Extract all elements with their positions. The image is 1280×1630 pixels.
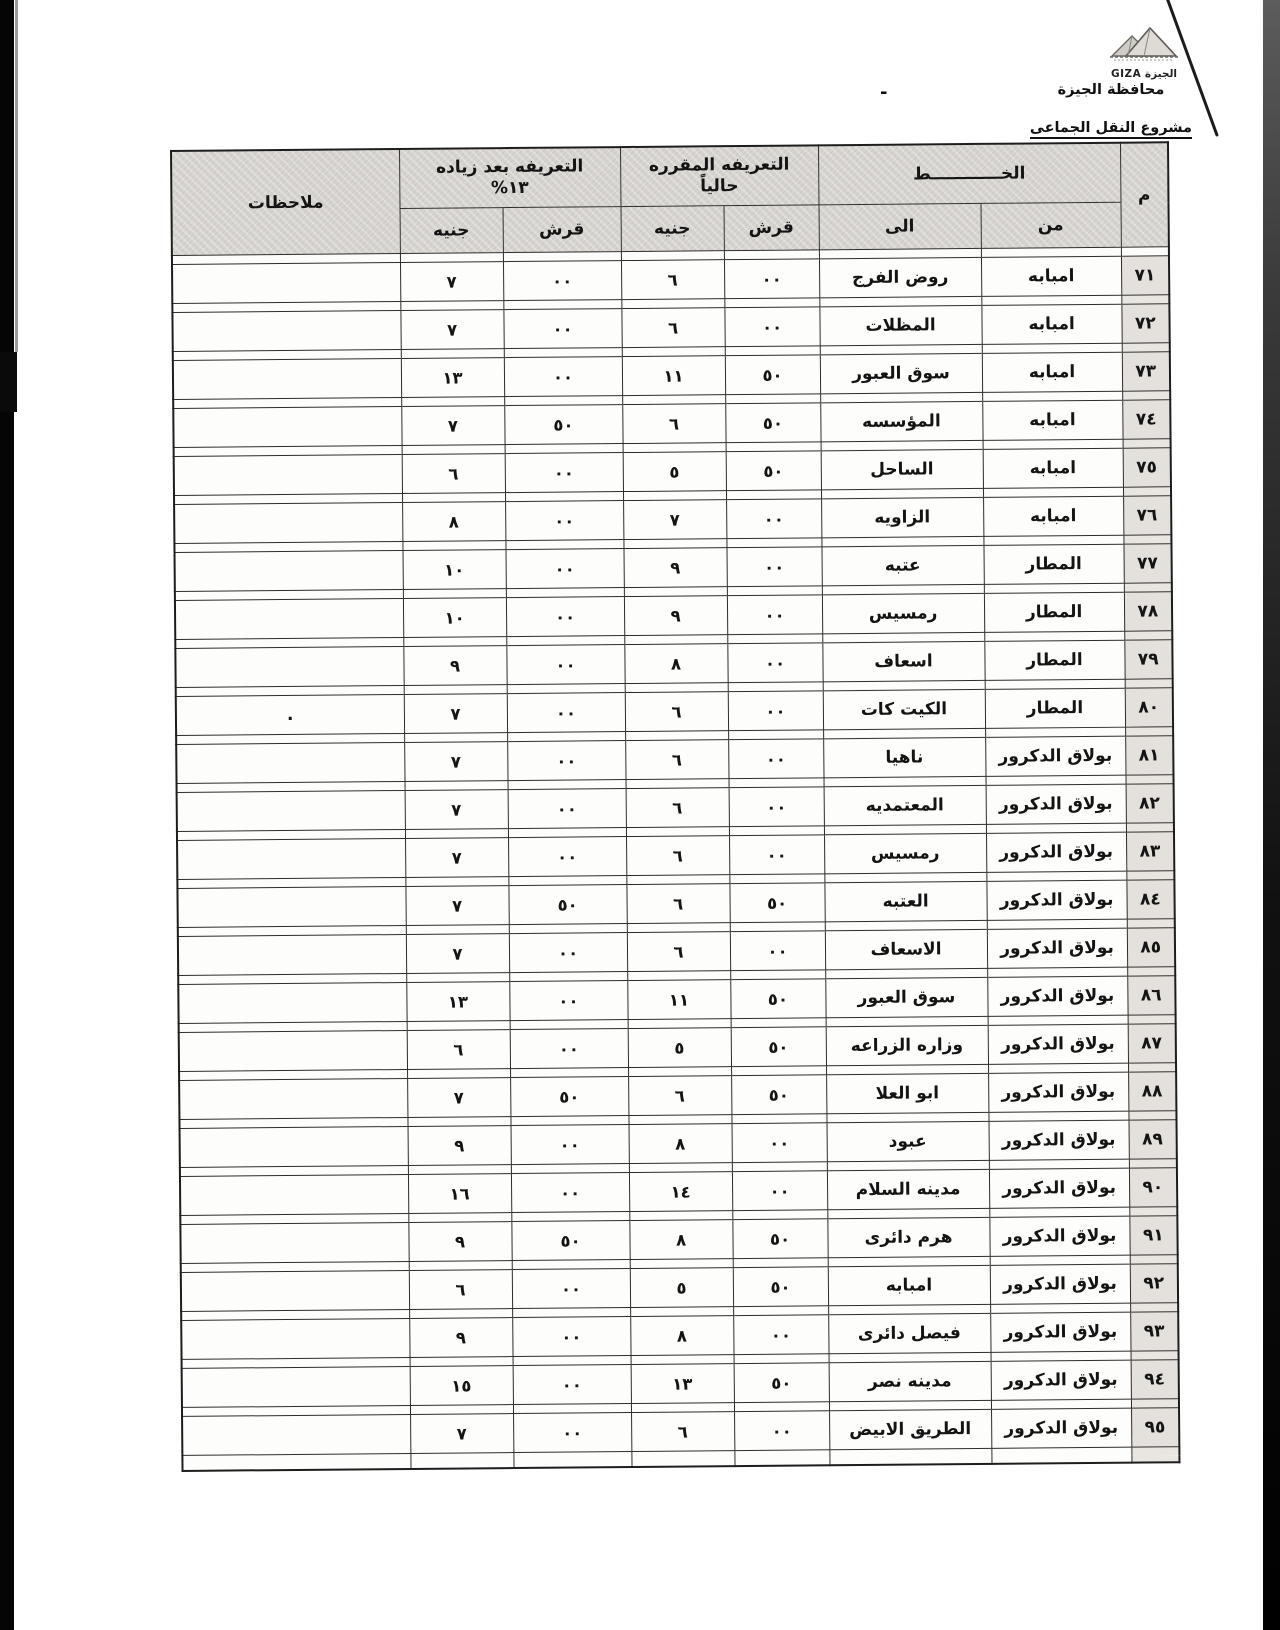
to-cell: سوق العبور: [825, 977, 987, 1017]
current-genih-cell: ٩: [624, 596, 727, 636]
from-cell: امبابه: [981, 304, 1121, 344]
row-number-cell: ٩٠: [1129, 1168, 1177, 1207]
fare-table: [170, 141, 1181, 1472]
notes-cell: [179, 1078, 407, 1119]
from-cell: امبابه: [981, 256, 1121, 296]
notes-cell: [177, 886, 405, 927]
to-cell: الكيت كات: [823, 689, 985, 729]
logo-pyramids-icon: [1106, 20, 1182, 66]
row-number-cell: ٧٦: [1123, 496, 1171, 535]
increased-qirsh-cell: ٠٠: [505, 453, 623, 493]
notes-cell: [182, 1366, 410, 1407]
from-cell: المطار: [984, 592, 1124, 632]
to-cell: مدينه نصر: [829, 1361, 991, 1401]
from-cell: بولاق الدكرور: [989, 1216, 1129, 1256]
current-genih-cell: ٨: [629, 1124, 732, 1164]
notes-cell: [181, 1318, 409, 1359]
table-header: [171, 142, 1169, 264]
increased-qirsh-cell: ٠٠: [512, 1317, 630, 1357]
current-genih-cell: ١١: [627, 980, 730, 1020]
header-line-group: الخــــــــــــط: [818, 143, 1121, 205]
row-number-cell: ٨٢: [1126, 784, 1174, 823]
row-number-cell: ٧٥: [1123, 448, 1171, 487]
increased-qirsh-cell: ٠٠: [503, 261, 621, 301]
to-cell: امبابه: [828, 1265, 990, 1305]
current-genih-cell: ٩: [624, 548, 727, 588]
increased-qirsh-cell: ٠٠: [507, 741, 625, 781]
increased-genih-cell: ١٣: [406, 982, 509, 1022]
increased-genih-cell: ٧: [410, 1414, 513, 1454]
header-current-group: [620, 145, 819, 206]
notes-cell: [178, 934, 406, 975]
from-cell: بولاق الدكرور: [988, 1072, 1128, 1112]
increased-qirsh-cell: ٥٠: [511, 1221, 629, 1261]
current-qirsh-cell: ٠٠: [732, 1171, 827, 1211]
notes-cell: [173, 406, 401, 447]
increased-qirsh-cell: ٠٠: [506, 645, 624, 685]
from-cell: بولاق الدكرور: [990, 1312, 1130, 1352]
increased-genih-cell: ١٦: [408, 1174, 511, 1214]
from-cell: بولاق الدكرور: [989, 1168, 1129, 1208]
scan-edge-left-band: [0, 0, 14, 1630]
current-qirsh-cell: ٥٠: [733, 1267, 828, 1307]
from-cell: بولاق الدكرور: [988, 1024, 1128, 1064]
current-genih-cell: ٦: [627, 932, 730, 972]
from-cell: امبابه: [983, 448, 1123, 488]
increased-qirsh-cell: ٠٠: [513, 1413, 631, 1453]
current-qirsh-cell: ٥٠: [734, 1363, 829, 1403]
fare-table-wrapper: [170, 141, 1181, 1472]
row-number-cell: ٧٨: [1124, 592, 1172, 631]
from-cell: بولاق الدكرور: [985, 736, 1125, 776]
notes-cell: [175, 598, 403, 639]
current-genih-cell: ٦: [621, 260, 724, 300]
header-increased-line1: التعريفه بعد زياده: [435, 156, 584, 178]
current-qirsh-cell: ٠٠: [728, 691, 823, 731]
header-current-line1: التعريفه المقرره: [648, 154, 790, 176]
current-genih-cell: ٨: [630, 1316, 733, 1356]
letterhead: [1030, 82, 1192, 139]
scan-edge-left-widen: [0, 352, 17, 412]
current-genih-cell: ٨: [629, 1220, 732, 1260]
current-genih-cell: ٦: [626, 836, 729, 876]
from-cell: بولاق الدكرور: [987, 928, 1127, 968]
to-cell: العتبه: [824, 881, 986, 921]
row-number-cell: ٧٤: [1122, 400, 1170, 439]
current-qirsh-cell: ٠٠: [727, 547, 822, 587]
increased-genih-cell: ٩: [408, 1126, 511, 1166]
notes-cell: [173, 358, 401, 399]
increased-qirsh-cell: ٠٠: [506, 549, 624, 589]
row-number-cell: ٧٩: [1124, 640, 1172, 679]
current-qirsh-cell: ٠٠: [732, 1123, 827, 1163]
increased-qirsh-cell: ٠٠: [505, 501, 623, 541]
current-qirsh-cell: ٠٠: [730, 931, 825, 971]
to-cell: الزاويه: [821, 497, 983, 537]
increased-genih-cell: ١٠: [403, 598, 506, 638]
current-genih-cell: ٥: [628, 1028, 731, 1068]
header-notes: ملاحظات: [171, 149, 400, 255]
current-genih-cell: ١١: [622, 356, 725, 396]
row-number-cell: ٨٠: [1125, 688, 1173, 727]
from-cell: بولاق الدكرور: [991, 1408, 1131, 1448]
row-number-cell: ٩٣: [1130, 1312, 1178, 1351]
to-cell: رمسيس: [824, 833, 986, 873]
notes-cell: .: [176, 694, 404, 735]
increased-qirsh-cell: ٠٠: [503, 309, 621, 349]
increased-genih-cell: ٧: [405, 886, 508, 926]
current-genih-cell: ٦: [626, 884, 729, 924]
to-cell: الطريق الابيض: [829, 1409, 991, 1449]
increased-genih-cell: ٦: [402, 454, 505, 494]
increased-qirsh-cell: ٠٠: [511, 1125, 629, 1165]
current-qirsh-cell: ٥٠: [726, 451, 821, 491]
from-cell: المطار: [984, 640, 1124, 680]
row-number-cell: ٩٤: [1131, 1360, 1179, 1399]
to-cell: المظلات: [819, 305, 981, 345]
increased-qirsh-cell: ٠٠: [507, 693, 625, 733]
current-qirsh-cell: ٥٠: [731, 1075, 826, 1115]
from-cell: امبابه: [983, 496, 1123, 536]
increased-qirsh-cell: ٠٠: [504, 357, 622, 397]
increased-genih-cell: ٧: [404, 694, 507, 734]
current-qirsh-cell: ٠٠: [727, 643, 822, 683]
increased-qirsh-cell: ٠٠: [509, 981, 627, 1021]
increased-qirsh-cell: ٥٠: [504, 405, 622, 445]
increased-qirsh-cell: ٠٠: [510, 1029, 628, 1069]
row-number-cell: ٧٣: [1122, 352, 1170, 391]
increased-genih-cell: ٧: [405, 838, 508, 878]
notes-cell: [180, 1174, 408, 1215]
notes-cell: [181, 1270, 409, 1311]
current-qirsh-cell: ٥٠: [730, 979, 825, 1019]
increased-genih-cell: ٦: [407, 1030, 510, 1070]
to-cell: عتبه: [822, 545, 984, 585]
increased-genih-cell: ٨: [402, 502, 505, 542]
header-increased-group: [399, 147, 621, 208]
from-cell: امبابه: [982, 352, 1122, 392]
current-genih-cell: ١٣: [631, 1364, 734, 1404]
notes-cell: [174, 454, 402, 495]
to-cell: المعتمديه: [824, 785, 986, 825]
row-number-cell: ٩١: [1129, 1216, 1177, 1255]
increased-genih-cell: ٧: [407, 1078, 510, 1118]
notes-cell: [179, 1030, 407, 1071]
current-genih-cell: ٦: [625, 692, 728, 732]
from-cell: المطار: [984, 544, 1124, 584]
current-qirsh-cell: ٠٠: [729, 835, 824, 875]
to-cell: المؤسسه: [820, 401, 982, 441]
current-qirsh-cell: ٠٠: [724, 259, 819, 299]
row-number-cell: ٨٧: [1128, 1024, 1176, 1063]
current-genih-cell: ٦: [625, 740, 728, 780]
header-current-line2: حالياً: [700, 176, 739, 197]
current-qirsh-cell: ٠٠: [726, 499, 821, 539]
increased-qirsh-cell: ٥٠: [510, 1077, 628, 1117]
notes-cell: [177, 838, 405, 879]
current-genih-cell: ٦: [621, 308, 724, 348]
header-increased-qirsh: قرش: [503, 207, 621, 253]
increased-genih-cell: ٧: [405, 790, 508, 830]
notes-cell: [180, 1126, 408, 1167]
row-number-cell: ٨٥: [1127, 928, 1175, 967]
row-number-cell: ٨٤: [1126, 880, 1174, 919]
logo-caption: الجيزة GIZA: [1110, 68, 1178, 80]
page-dash-mark: -: [880, 82, 888, 103]
increased-genih-cell: ١٠: [403, 550, 506, 590]
increased-qirsh-cell: ٠٠: [512, 1269, 630, 1309]
notes-cell: [172, 310, 400, 351]
row-number-cell: ٨٣: [1126, 832, 1174, 871]
to-cell: اسعاف: [822, 641, 984, 681]
increased-genih-cell: ١٥: [410, 1366, 513, 1406]
increased-genih-cell: ٩: [409, 1318, 512, 1358]
from-cell: بولاق الدكرور: [986, 832, 1126, 872]
increased-qirsh-cell: ٥٠: [508, 885, 626, 925]
to-cell: عبود: [827, 1121, 989, 1161]
to-cell: ناهيا: [823, 737, 985, 777]
header-increased-genih: جنيه: [400, 208, 503, 254]
scan-edge-right-band: [1263, 0, 1280, 1630]
to-cell: الاسعاف: [825, 929, 987, 969]
notes-cell: [174, 502, 402, 543]
increased-genih-cell: ٩: [408, 1222, 511, 1262]
from-cell: بولاق الدكرور: [986, 784, 1126, 824]
header-no: م: [1120, 142, 1169, 247]
increased-qirsh-cell: ٠٠: [508, 789, 626, 829]
current-qirsh-cell: ٥٠: [729, 883, 824, 923]
row-number-cell: ٨٦: [1127, 976, 1175, 1015]
to-cell: فيصل دائرى: [828, 1313, 990, 1353]
increased-genih-cell: ٧: [400, 310, 503, 350]
notes-cell: [178, 982, 406, 1023]
current-genih-cell: ٥: [630, 1268, 733, 1308]
increased-genih-cell: ٧: [400, 262, 503, 302]
increased-qirsh-cell: ٠٠: [511, 1173, 629, 1213]
row-number-cell: ٧٧: [1124, 544, 1172, 583]
from-cell: المطار: [985, 688, 1125, 728]
to-cell: وزاره الزراعه: [826, 1025, 988, 1065]
giza-logo: [1106, 20, 1182, 80]
current-qirsh-cell: ٠٠: [729, 787, 824, 827]
current-qirsh-cell: ٠٠: [727, 595, 822, 635]
header-to: الى: [819, 203, 981, 249]
notes-cell: [176, 742, 404, 783]
to-cell: ابو العلا: [826, 1073, 988, 1113]
notes-cell: [177, 790, 405, 831]
from-cell: امبابه: [982, 400, 1122, 440]
scan-underpage-edge-line: [15, 0, 18, 352]
table-body: [172, 256, 1179, 1464]
from-cell: بولاق الدكرور: [990, 1264, 1130, 1304]
to-cell: سوق العبور: [820, 353, 982, 393]
to-cell: روض الفرج: [819, 257, 981, 297]
increased-genih-cell: ٩: [403, 646, 506, 686]
current-genih-cell: ٧: [623, 500, 726, 540]
from-cell: بولاق الدكرور: [986, 880, 1126, 920]
current-qirsh-cell: ٥٠: [725, 355, 820, 395]
row-number-cell: ٩٢: [1130, 1264, 1178, 1303]
from-cell: بولاق الدكرور: [987, 976, 1127, 1016]
current-genih-cell: ٨: [624, 644, 727, 684]
increased-qirsh-cell: ٠٠: [508, 837, 626, 877]
increased-qirsh-cell: ٠٠: [509, 933, 627, 973]
org-subtitle: مشروع النقل الجماعى: [1030, 120, 1192, 139]
increased-genih-cell: ٧: [404, 742, 507, 782]
row-number-cell: ٨٨: [1128, 1072, 1176, 1111]
notes-cell: [175, 646, 403, 687]
current-genih-cell: ٦: [626, 788, 729, 828]
to-cell: الساحل: [821, 449, 983, 489]
row-number-cell: ٧٢: [1121, 304, 1169, 343]
row-number-cell: ٨١: [1125, 736, 1173, 775]
to-cell: رمسيس: [822, 593, 984, 633]
current-genih-cell: ٥: [623, 452, 726, 492]
current-genih-cell: ١٤: [629, 1172, 732, 1212]
to-cell: هرم دائرى: [827, 1217, 989, 1257]
from-cell: بولاق الدكرور: [991, 1360, 1131, 1400]
current-qirsh-cell: ٥٠: [731, 1027, 826, 1067]
notes-cell: [172, 262, 400, 303]
current-genih-cell: ٦: [631, 1412, 734, 1452]
from-cell: بولاق الدكرور: [989, 1120, 1129, 1160]
header-increased-line2: ١٣%: [490, 177, 529, 199]
notes-cell: [182, 1414, 410, 1455]
notes-cell: [180, 1222, 408, 1263]
current-genih-cell: ٦: [622, 404, 725, 444]
current-qirsh-cell: ٠٠: [724, 307, 819, 347]
current-qirsh-cell: ٥٠: [732, 1219, 827, 1259]
increased-qirsh-cell: ٠٠: [513, 1365, 631, 1405]
notes-cell: [175, 550, 403, 591]
increased-genih-cell: ١٣: [401, 358, 504, 398]
current-genih-cell: ٦: [628, 1076, 731, 1116]
current-qirsh-cell: ٠٠: [733, 1315, 828, 1355]
row-number-cell: ٧١: [1121, 256, 1169, 295]
row-number-cell: ٩٥: [1131, 1408, 1179, 1447]
header-from: من: [981, 202, 1121, 248]
current-qirsh-cell: ٥٠: [725, 403, 820, 443]
org-title: محافظة الجيزة: [1057, 82, 1165, 98]
row-number-cell: ٨٩: [1129, 1120, 1177, 1159]
increased-genih-cell: ٧: [401, 406, 504, 446]
header-current-qirsh: قرش: [724, 205, 819, 251]
increased-genih-cell: ٦: [409, 1270, 512, 1310]
increased-genih-cell: ٧: [406, 934, 509, 974]
header-current-genih: جنيه: [621, 206, 724, 252]
current-qirsh-cell: ٠٠: [728, 739, 823, 779]
current-qirsh-cell: ٠٠: [734, 1411, 829, 1451]
increased-qirsh-cell: ٠٠: [506, 597, 624, 637]
to-cell: مدينه السلام: [827, 1169, 989, 1209]
